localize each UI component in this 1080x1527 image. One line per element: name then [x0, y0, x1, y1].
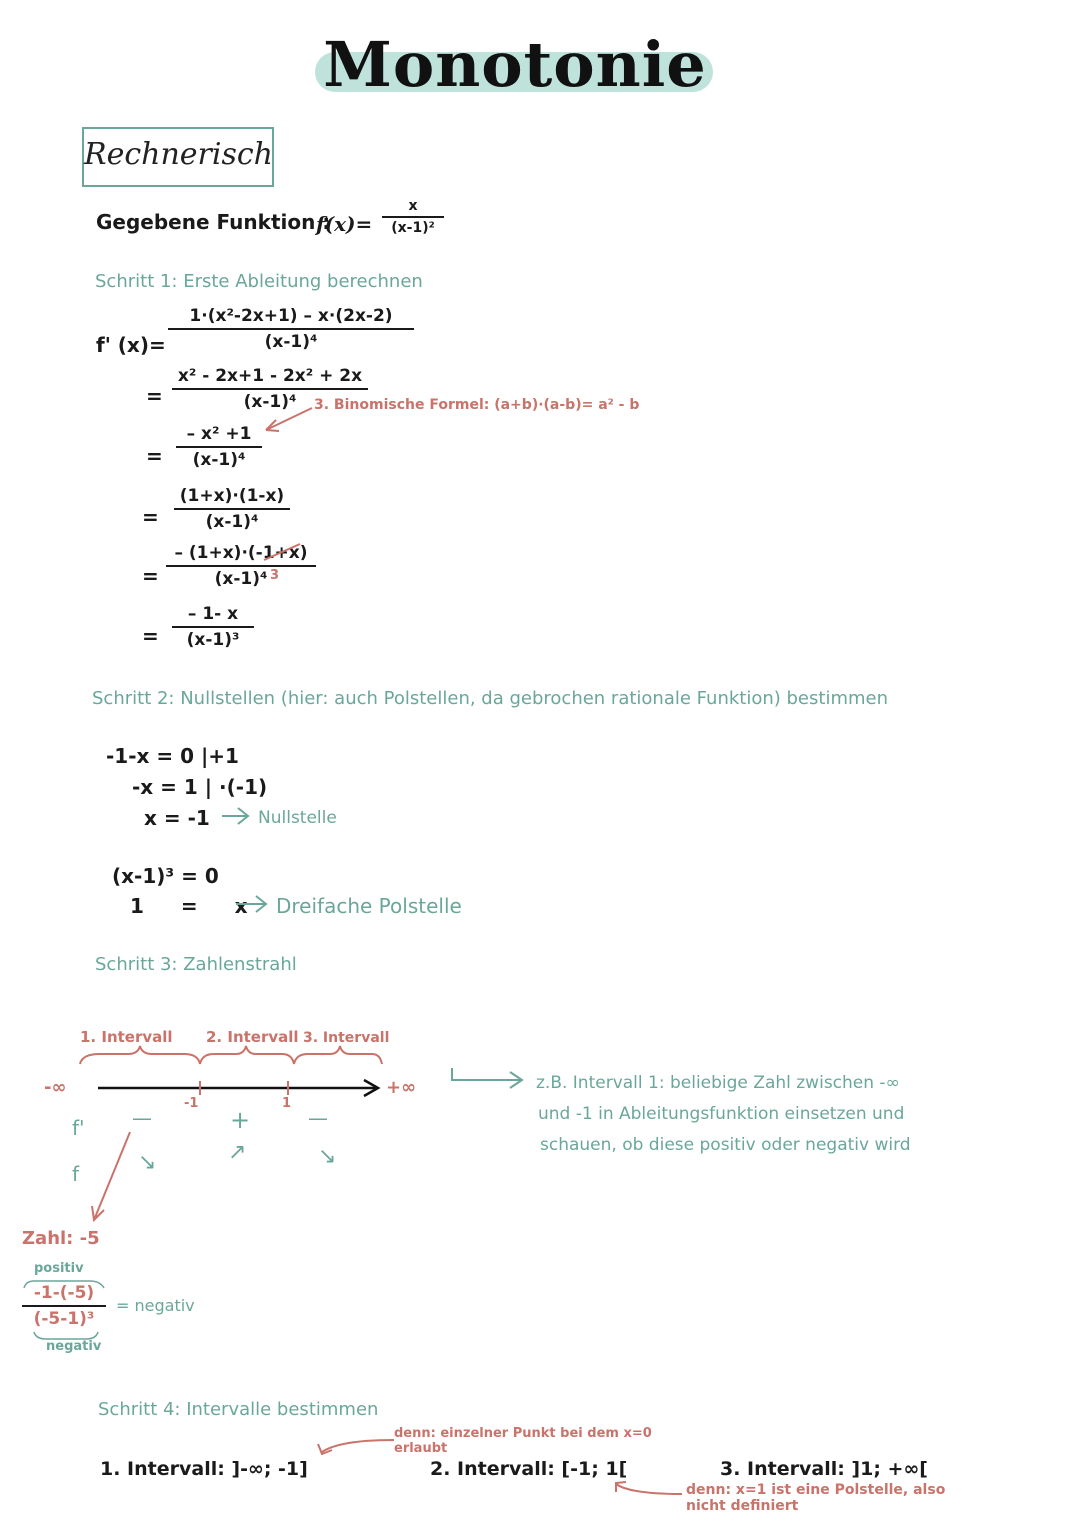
step2-line2: -x = 1 | ·(-1)	[132, 775, 268, 799]
note-interval-1a: denn: einzelner Punkt bei dem x=0	[394, 1426, 652, 1441]
section-box	[82, 127, 274, 187]
zahl-arrow	[92, 1132, 130, 1220]
sign-interval-2: +	[230, 1106, 251, 1134]
line1-numerator: 1·(x²-2x+1) – x·(2x-2)	[168, 306, 414, 330]
given-lhs: f(x)=	[316, 212, 373, 236]
line5-denominator: (x-1)⁴	[214, 569, 268, 589]
step2-line3: x = -1	[144, 806, 210, 830]
given-denominator: (x-1)²	[391, 220, 435, 236]
interval-brace-3	[294, 1046, 382, 1064]
binomial-note: 3. Binomische Formel: (a+b)·(a-b)= a² - b	[314, 397, 640, 413]
interval-label-3: 3. Intervall	[303, 1030, 390, 1046]
tick-label-one: 1	[282, 1096, 292, 1111]
cancel-mark: 3	[270, 568, 280, 583]
page-title: Monotonie	[323, 28, 707, 101]
note-interval-2a: denn: x=1 ist eine Polstelle, also	[686, 1482, 946, 1498]
derivative-line-6	[172, 604, 254, 650]
polstelle-note: Dreifache Polstelle	[276, 894, 462, 918]
line3-numerator: – x² +1	[176, 424, 262, 448]
sign-interval-3: —	[308, 1106, 328, 1130]
line4-numerator: (1+x)·(1-x)	[174, 486, 290, 510]
interval-result-3: 3. Intervall: ]1; +∞[	[720, 1458, 928, 1480]
step4-heading: Schritt 4: Intervalle bestimmen	[98, 1399, 379, 1420]
test-numerator: -1-(-5)	[22, 1283, 106, 1307]
line2-denominator: (x-1)⁴	[243, 392, 297, 412]
negativ-brace	[34, 1332, 98, 1339]
trend-interval-3: ↘	[318, 1144, 337, 1169]
line6-denominator: (x-1)³	[186, 630, 240, 650]
negativ-small-label: negativ	[46, 1339, 102, 1354]
binomial-arrowhead	[266, 420, 279, 431]
sign-interval-1: —	[132, 1106, 152, 1130]
line5-numerator: – (1+x)·(-1+x)	[166, 543, 316, 567]
note2-arrow	[616, 1482, 682, 1494]
given-fraction	[382, 198, 444, 236]
equals-5: =	[142, 564, 159, 588]
equals-3: =	[146, 444, 163, 468]
positiv-label: positiv	[34, 1261, 84, 1276]
section-label: Rechnerisch	[84, 137, 273, 172]
step2-line5: 1 = x	[130, 894, 248, 918]
equals-2: =	[146, 384, 163, 408]
note-interval-1b: erlaubt	[394, 1441, 448, 1456]
explain-line-1: z.B. Intervall 1: beliebige Zahl zwischen -∞	[536, 1073, 900, 1093]
derivative-line-4	[174, 486, 290, 532]
fprime-row-label: f'	[72, 1116, 85, 1140]
equals-4: =	[142, 505, 159, 529]
step2-line1: -1-x = 0 |+1	[106, 744, 239, 768]
test-number: Zahl: -5	[22, 1228, 100, 1249]
interval-brace-1	[80, 1046, 200, 1064]
line3-denominator: (x-1)⁴	[192, 450, 246, 470]
tick-label-minus-one: -1	[184, 1096, 199, 1111]
note-interval-2b: nicht definiert	[686, 1498, 799, 1514]
line1-denominator: (x-1)⁴	[264, 332, 318, 352]
interval-result-1: 1. Intervall: ]-∞; -1]	[100, 1458, 308, 1480]
interval-label-1: 1. Intervall	[80, 1028, 173, 1046]
given-numerator: x	[382, 198, 444, 218]
title-block	[315, 28, 715, 108]
derivative-line-5	[166, 543, 316, 589]
number-line-ticks	[200, 1081, 288, 1095]
step1-heading: Schritt 1: Erste Ableitung berechnen	[95, 271, 423, 292]
given-label: Gegebene Funktion :	[96, 210, 331, 234]
equals-6: =	[142, 624, 159, 648]
f-row-label: f	[72, 1162, 80, 1186]
nullstelle-note: Nullstelle	[258, 808, 337, 828]
fprime-label: f' (x)=	[96, 333, 166, 357]
neg-infinity: -∞	[44, 1077, 67, 1098]
explain-arrow	[452, 1068, 522, 1088]
test-result: = negativ	[116, 1296, 195, 1315]
nullstelle-arrow	[222, 808, 248, 824]
line6-numerator: – 1- x	[172, 604, 254, 628]
line4-denominator: (x-1)⁴	[205, 512, 259, 532]
interval-result-2: 2. Intervall: [-1; 1[	[430, 1458, 628, 1480]
pos-infinity: +∞	[386, 1077, 417, 1098]
derivative-line-1	[168, 306, 414, 352]
test-denominator: (-5-1)³	[33, 1309, 95, 1329]
trend-interval-2: ↗	[228, 1140, 247, 1165]
step2-line4: (x-1)³ = 0	[112, 864, 219, 888]
note1-arrow	[318, 1440, 394, 1454]
line2-numerator: x² - 2x+1 - 2x² + 2x	[172, 366, 368, 390]
test-fraction	[22, 1283, 106, 1329]
interval-label-2: 2. Intervall	[206, 1028, 299, 1046]
number-line-arrowhead	[364, 1080, 378, 1096]
step3-heading: Schritt 3: Zahlenstrahl	[95, 954, 297, 975]
step2-heading: Schritt 2: Nullstellen (hier: auch Polstellen, da gebrochen rationale Funktion) bestimmen	[92, 688, 888, 709]
derivative-line-3	[176, 424, 262, 470]
explain-line-2: und -1 in Ableitungsfunktion einsetzen und	[538, 1104, 905, 1124]
trend-interval-1: ↘	[138, 1150, 157, 1175]
explain-line-3: schauen, ob diese positiv oder negativ wird	[540, 1135, 911, 1155]
interval-brace-2	[200, 1046, 294, 1064]
